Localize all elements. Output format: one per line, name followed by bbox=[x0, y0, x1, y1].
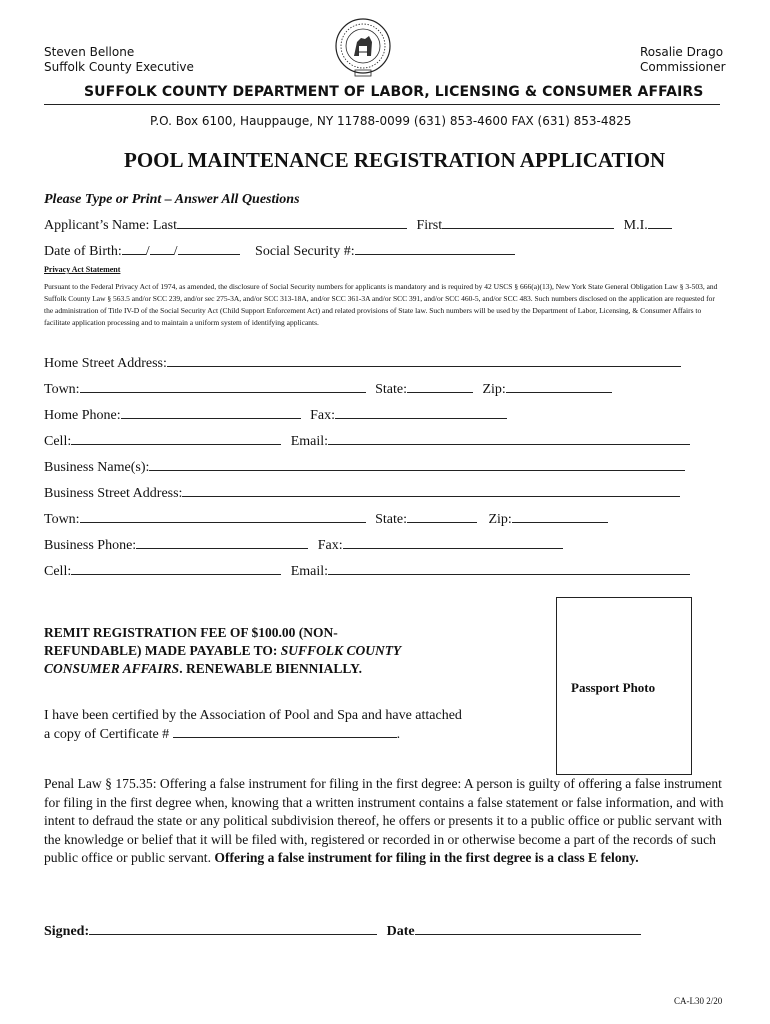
privacy-heading: Privacy Act Statement bbox=[44, 265, 121, 274]
business-names-field[interactable] bbox=[149, 458, 685, 471]
home-phone-row bbox=[44, 406, 507, 424]
home-fax-field[interactable] bbox=[335, 406, 507, 419]
commissioner-title: Commissioner bbox=[640, 60, 726, 74]
fee-line bbox=[44, 642, 401, 660]
fee-text: REFUNDABLE) MADE PAYABLE TO: bbox=[44, 643, 281, 658]
business-phone-row bbox=[44, 536, 563, 554]
home-address-field[interactable] bbox=[167, 354, 681, 367]
certificate-label: a copy of Certificate # bbox=[44, 727, 173, 742]
business-names-label: Business Name(s): bbox=[44, 460, 150, 475]
home-phone-label: Home Phone: bbox=[44, 408, 121, 423]
home-phone-field[interactable] bbox=[121, 406, 301, 419]
home-town-row bbox=[44, 380, 612, 398]
business-names-row bbox=[44, 458, 685, 476]
zip-label: Zip: bbox=[482, 382, 506, 397]
signature-field[interactable] bbox=[89, 922, 377, 935]
dob-separator: / bbox=[173, 244, 178, 259]
executive-title: Suffolk County Executive bbox=[44, 60, 194, 74]
home-town-field[interactable] bbox=[80, 380, 366, 393]
form-instructions: Please Type or Print – Answer All Questions bbox=[44, 192, 300, 207]
payee-text: SUFFOLK COUNTY bbox=[280, 643, 402, 658]
home-address-label: Home Street Address: bbox=[44, 356, 167, 371]
home-email-field[interactable] bbox=[328, 432, 690, 445]
date-field[interactable] bbox=[415, 922, 641, 935]
home-zip-field[interactable] bbox=[506, 380, 612, 393]
dob-label: Date of Birth: bbox=[44, 244, 122, 259]
fee-notice bbox=[44, 624, 401, 678]
department-name: SUFFOLK COUNTY DEPARTMENT OF LABOR, LICENSING & CONSUMER AFFAIRS bbox=[84, 84, 704, 100]
last-name-field[interactable] bbox=[177, 216, 407, 229]
email-label: Email: bbox=[290, 564, 329, 579]
business-phone-field[interactable] bbox=[136, 536, 308, 549]
certificate-number-field[interactable] bbox=[173, 725, 397, 738]
passport-photo-box[interactable] bbox=[556, 597, 692, 775]
home-address-row bbox=[44, 354, 681, 372]
first-name-field[interactable] bbox=[442, 216, 614, 229]
town-label: Town: bbox=[44, 382, 80, 397]
commissioner-block bbox=[640, 45, 726, 75]
applicant-name-row bbox=[44, 216, 672, 234]
ssn-label: Social Security #: bbox=[255, 244, 355, 259]
department-contact: P.O. Box 6100, Hauppauge, NY 11788-0099 (631) 853-4600 FAX (631) 853-4825 bbox=[150, 114, 632, 128]
renewal-text: . RENEWABLE BIENNIALLY. bbox=[179, 661, 363, 676]
first-name-label: First bbox=[416, 218, 443, 233]
business-address-label: Business Street Address: bbox=[44, 486, 183, 501]
commissioner-name: Rosalie Drago bbox=[640, 45, 724, 59]
signature-row bbox=[44, 922, 641, 940]
business-address-field[interactable] bbox=[182, 484, 680, 497]
business-cell-row bbox=[44, 562, 690, 580]
business-phone-label: Business Phone: bbox=[44, 538, 137, 553]
certification-statement bbox=[44, 706, 462, 744]
state-label: State: bbox=[375, 382, 407, 397]
town-label: Town: bbox=[44, 512, 80, 527]
zip-label: Zip: bbox=[488, 512, 512, 527]
cell-label: Cell: bbox=[44, 434, 72, 449]
business-email-field[interactable] bbox=[328, 562, 690, 575]
penal-law-notice bbox=[44, 775, 734, 868]
business-cell-field[interactable] bbox=[71, 562, 281, 575]
penal-law-text: Penal Law § 175.35: Offering a false instrument for filing in the first degree: A person is guilty of offering a false instrument for filing in the first degree when, knowing that a written instrument contains a false statement or false information, and with intent to defraud the state or any political subdivision thereof, he offers or presents it to a public office or public servant with the knowledge or belief that it will be filed with, registered or recorded in or otherwise become a part of the records of such public office or public servant. bbox=[44, 776, 724, 865]
certificate-period: . bbox=[396, 727, 401, 742]
dob-year-field[interactable] bbox=[178, 242, 240, 255]
header-divider bbox=[44, 104, 720, 105]
middle-initial-field[interactable] bbox=[648, 216, 672, 229]
state-label: State: bbox=[375, 512, 407, 527]
dob-day-field[interactable] bbox=[150, 242, 174, 255]
email-label: Email: bbox=[290, 434, 329, 449]
business-town-row bbox=[44, 510, 608, 528]
signed-label: Signed: bbox=[44, 924, 90, 939]
fax-label: Fax: bbox=[310, 408, 335, 423]
certificate-row bbox=[44, 725, 462, 744]
county-seal-icon bbox=[333, 12, 393, 84]
date-label: Date bbox=[386, 924, 415, 939]
executive-block bbox=[44, 45, 194, 75]
fee-line: REMIT REGISTRATION FEE OF $100.00 (NON- bbox=[44, 625, 338, 640]
business-address-row bbox=[44, 484, 680, 502]
cell-label: Cell: bbox=[44, 564, 72, 579]
fax-label: Fax: bbox=[317, 538, 343, 553]
business-town-field[interactable] bbox=[80, 510, 366, 523]
business-state-field[interactable] bbox=[407, 510, 477, 523]
dob-ssn-row bbox=[44, 242, 515, 260]
business-zip-field[interactable] bbox=[512, 510, 608, 523]
middle-initial-label: M.I. bbox=[623, 218, 648, 233]
ssn-field[interactable] bbox=[355, 242, 515, 255]
privacy-statement: Pursuant to the Federal Privacy Act of 1974, as amended, the disclosure of Social Security numbers for applicants is mandatory and is required by 42 USCS § 666(a)(13), New York State General Obligation Law § 3-503, and Suffolk County Law § 563.5 and/or SCC 239, and/or sec 275-3A, and/or SCC 313-18A, and/or SCC 361-3A and/or SCC 391, and/or SCC 460-5, and/or SCC 483. Such numbers disclosed on the application are requested for the administration of Title IV-D of the Social Security Act (Child Support Enforcement Act) and related provisions of State law. Such numbers will be used by the Department of Labor, Licensing, & Consumer Affairs to facilitate application processing and to maintain a uniform system of identifying applicants. bbox=[44, 282, 718, 327]
home-cell-row bbox=[44, 432, 690, 450]
payee-text: CONSUMER AFFAIRS bbox=[44, 661, 180, 676]
dob-month-field[interactable] bbox=[122, 242, 146, 255]
form-code: CA-L30 2/20 bbox=[674, 996, 723, 1006]
executive-name: Steven Bellone bbox=[44, 45, 135, 59]
last-name-label: Applicant’s Name: Last bbox=[44, 218, 177, 233]
fee-line bbox=[44, 660, 401, 678]
form-title: POOL MAINTENANCE REGISTRATION APPLICATION bbox=[124, 148, 666, 172]
home-state-field[interactable] bbox=[407, 380, 473, 393]
business-fax-field[interactable] bbox=[343, 536, 563, 549]
dob-separator: / bbox=[145, 244, 150, 259]
home-cell-field[interactable] bbox=[71, 432, 281, 445]
penal-law-warning: Offering a false instrument for filing in the first degree is a class E felony. bbox=[214, 850, 639, 865]
passport-photo-label: Passport Photo bbox=[571, 680, 656, 695]
certification-text: I have been certified by the Association of Pool and Spa and have attached bbox=[44, 708, 462, 723]
